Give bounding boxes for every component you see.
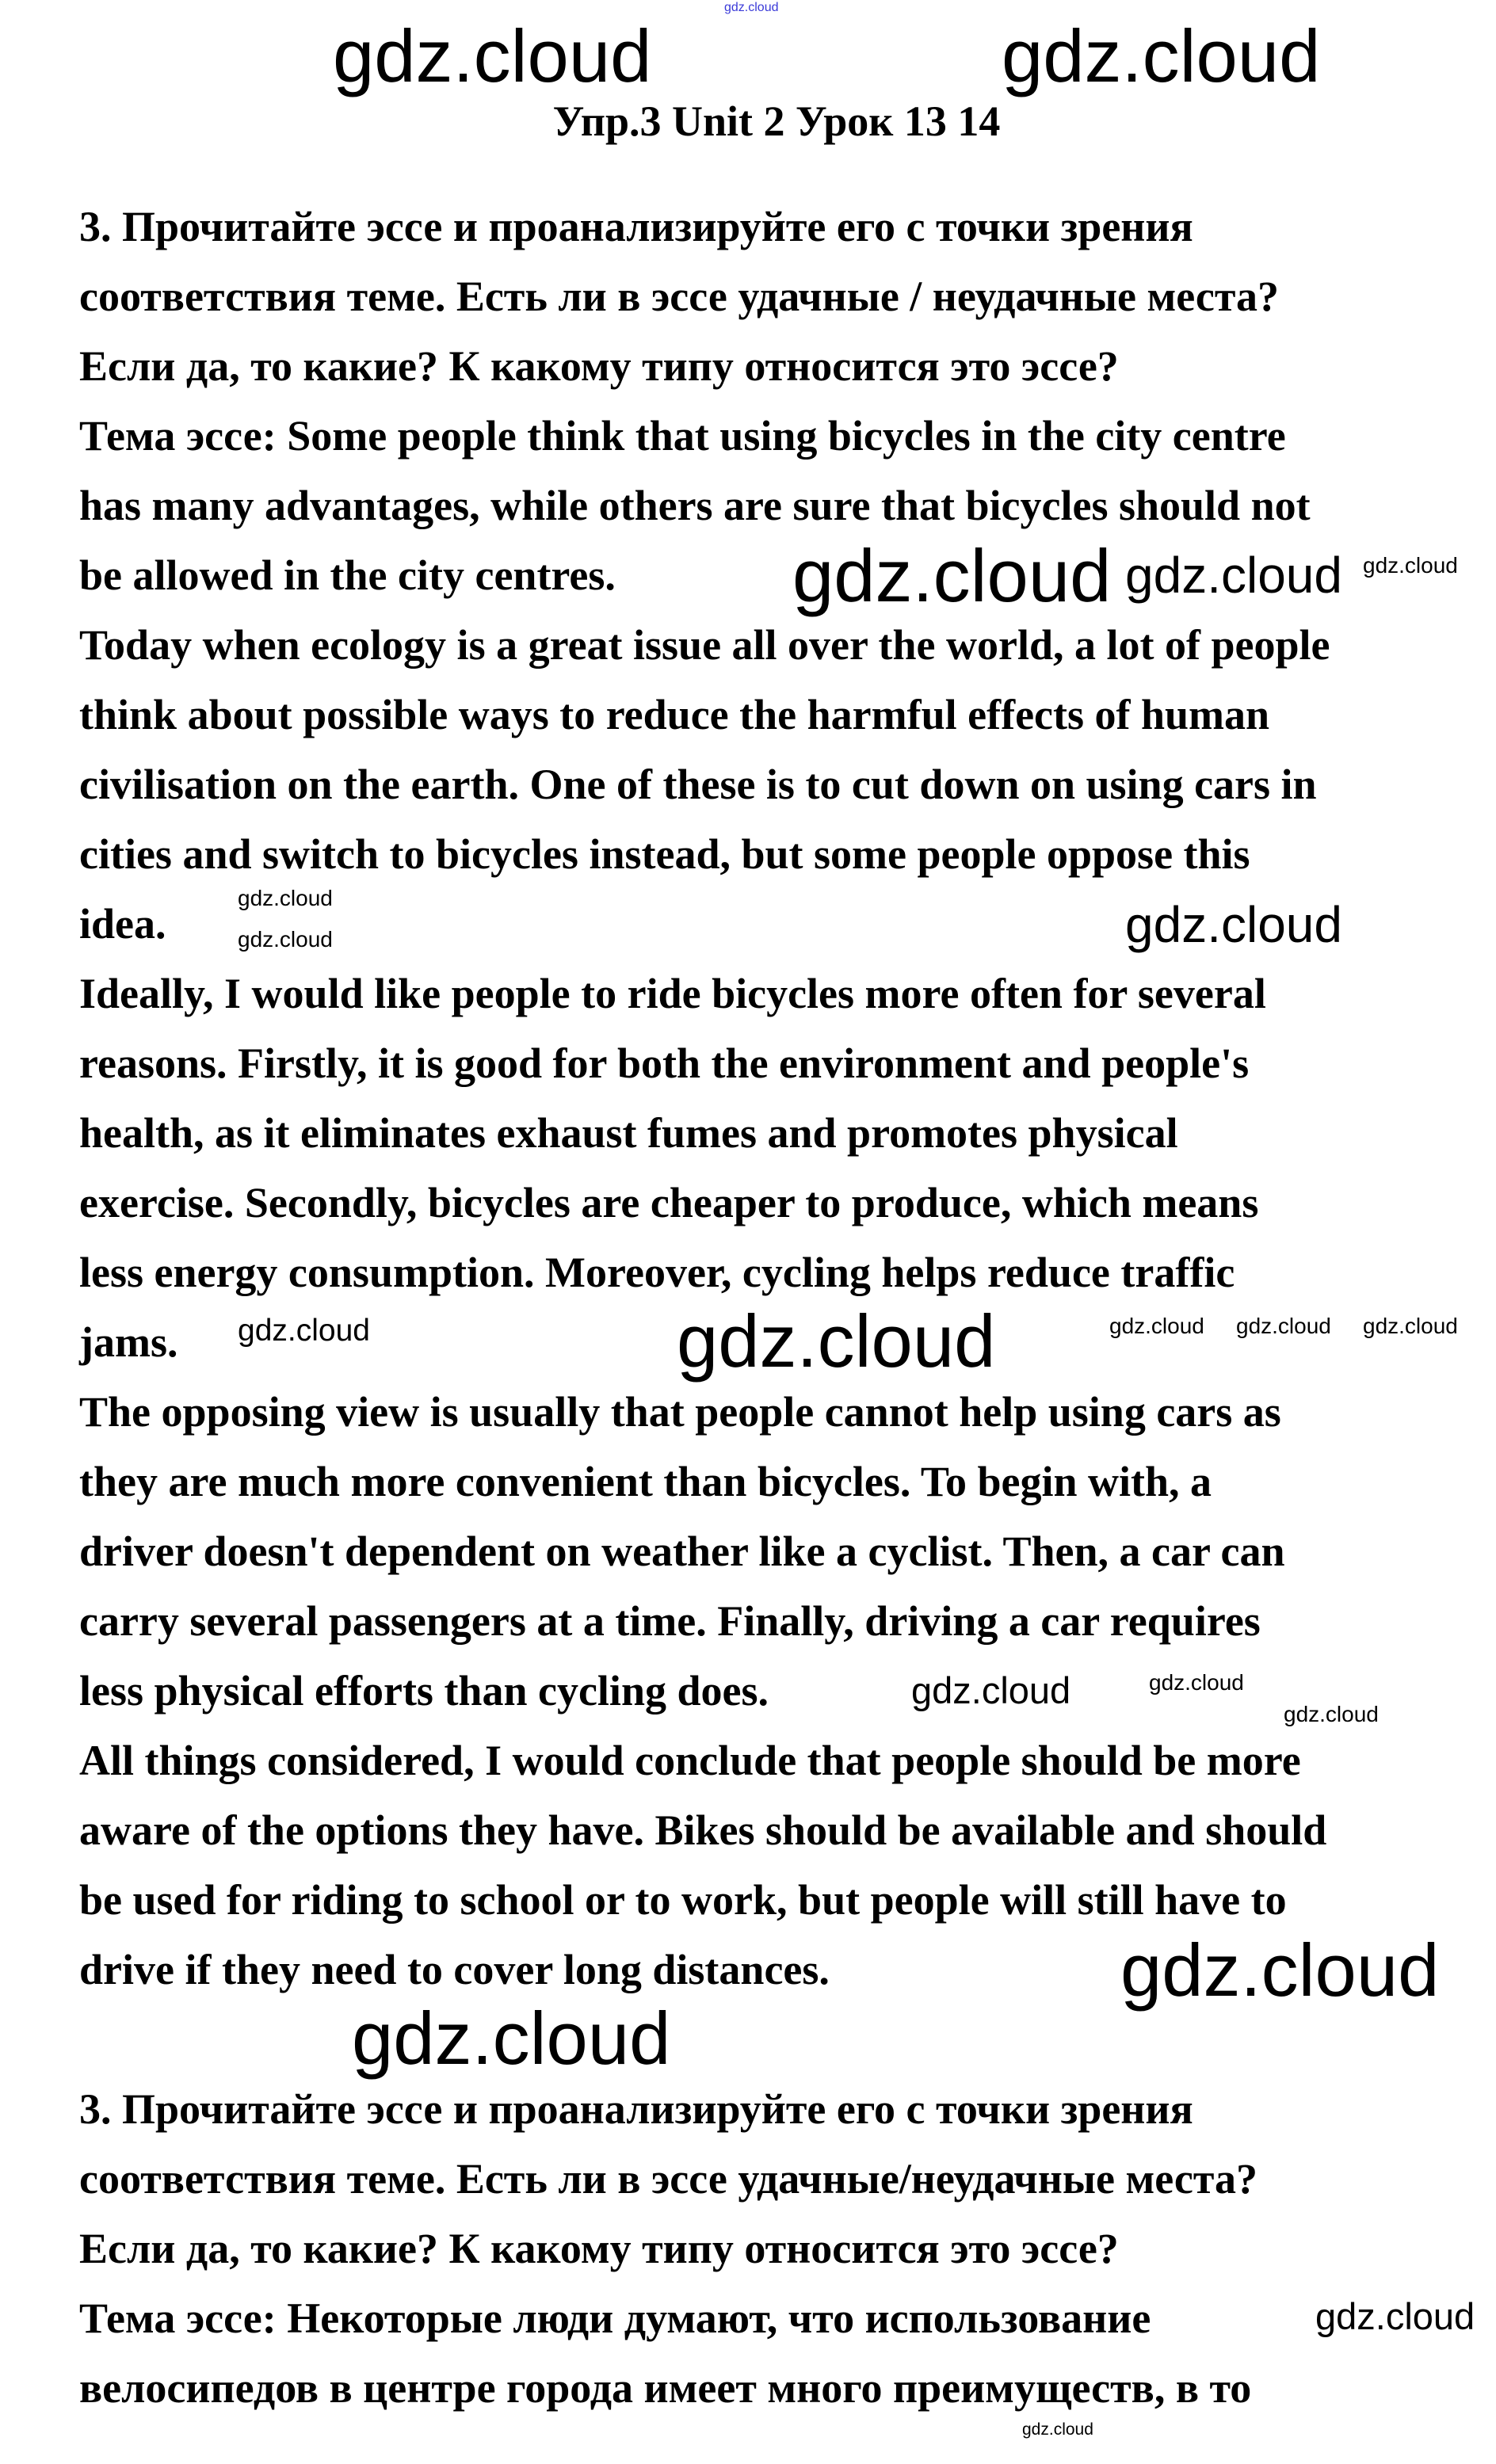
text-line: drive if they need to cover long distances. (79, 1946, 830, 1993)
watermark: gdz.cloud (238, 927, 333, 952)
text-line: cities and switch to bicycles instead, but some people oppose this (79, 830, 1250, 878)
watermark: gdz.cloud (1125, 896, 1342, 953)
text-line: be used for riding to school or to work, but people will still have to (79, 1876, 1287, 1924)
text-line: jams. (79, 1318, 178, 1366)
text-line: All things considered, I would conclude that people should be more (79, 1737, 1301, 1784)
site-mark: gdz.cloud (724, 1, 779, 14)
watermark: gdz.cloud (1022, 2420, 1093, 2439)
text-line: Today when ecology is a great issue all over the world, a lot of people (79, 621, 1330, 669)
watermark: gdz.cloud (1363, 1314, 1458, 1338)
text-line: less energy consumption. Moreover, cycling helps reduce traffic (79, 1249, 1235, 1296)
text-line: less physical efforts than cycling does. (79, 1667, 769, 1715)
text-line: think about possible ways to reduce the harmful effects of human (79, 691, 1270, 738)
watermark: gdz.cloud (1002, 14, 1321, 97)
watermark: gdz.cloud (1120, 1928, 1440, 2012)
watermark: gdz.cloud (911, 1669, 1071, 1711)
watermark: gdz.cloud (1109, 1314, 1204, 1338)
page-title: Упр.3 Unit 2 Урок 13 14 (552, 97, 1001, 145)
watermark: gdz.cloud (333, 14, 652, 97)
text-line: Если да, то какие? К какому типу относится это эссе? (79, 342, 1119, 390)
text-line: carry several passengers at a time. Finally, driving a car requires (79, 1597, 1261, 1645)
text-line: Тема эссе: Some people think that using bicycles in the city centre (79, 412, 1286, 460)
watermark: gdz.cloud (792, 534, 1112, 617)
watermark: gdz.cloud (677, 1299, 996, 1383)
text-line: велосипедов в центре города имеет много преимуществ, в то (79, 2364, 1252, 2412)
watermark: gdz.cloud (238, 886, 333, 910)
watermark: gdz.cloud (1315, 2295, 1475, 2337)
watermark: gdz.cloud (1149, 1670, 1244, 1695)
text-line: 3. Прочитайте эссе и проанализируйте его с точки зрения (79, 203, 1193, 250)
text-line: соответствия теме. Есть ли в эссе удачные/неудачные места? (79, 2155, 1258, 2203)
text-line: exercise. Secondly, bicycles are cheaper to produce, which means (79, 1179, 1259, 1226)
watermark: gdz.cloud (1284, 1702, 1379, 1726)
watermark: gdz.cloud (1363, 553, 1458, 578)
text-line: reasons. Firstly, it is good for both the environment and people's (79, 1039, 1250, 1087)
text-line: The opposing view is usually that people cannot help using cars as (79, 1388, 1281, 1436)
watermark: gdz.cloud (238, 1314, 370, 1348)
text-line: health, as it eliminates exhaust fumes and promotes physical (79, 1109, 1178, 1157)
text-line: Ideally, I would like people to ride bicycles more often for several (79, 970, 1266, 1017)
text-line: Тема эссе: Некоторые люди думают, что использование (79, 2294, 1151, 2342)
text-line: has many advantages, while others are sure that bicycles should not (79, 482, 1311, 529)
text-line: driver doesn't dependent on weather like a cyclist. Then, a car can (79, 1528, 1285, 1575)
text-line: Если да, то какие? К какому типу относится это эссе? (79, 2225, 1119, 2272)
text-line: idea. (79, 900, 166, 948)
text-line: they are much more convenient than bicycles. To begin with, a (79, 1458, 1212, 1505)
text-line: aware of the options they have. Bikes should be available and should (79, 1806, 1327, 1854)
watermark: gdz.cloud (1125, 547, 1342, 604)
text-line: соответствия теме. Есть ли в эссе удачные / неудачные места? (79, 273, 1280, 320)
text-line: 3. Прочитайте эссе и проанализируйте его с точки зрения (79, 2085, 1193, 2133)
text-line: civilisation on the earth. One of these is to cut down on using cars in (79, 761, 1317, 808)
watermark: gdz.cloud (352, 1997, 671, 2080)
text-line: be allowed in the city centres. (79, 551, 616, 599)
watermark: gdz.cloud (1236, 1314, 1331, 1338)
